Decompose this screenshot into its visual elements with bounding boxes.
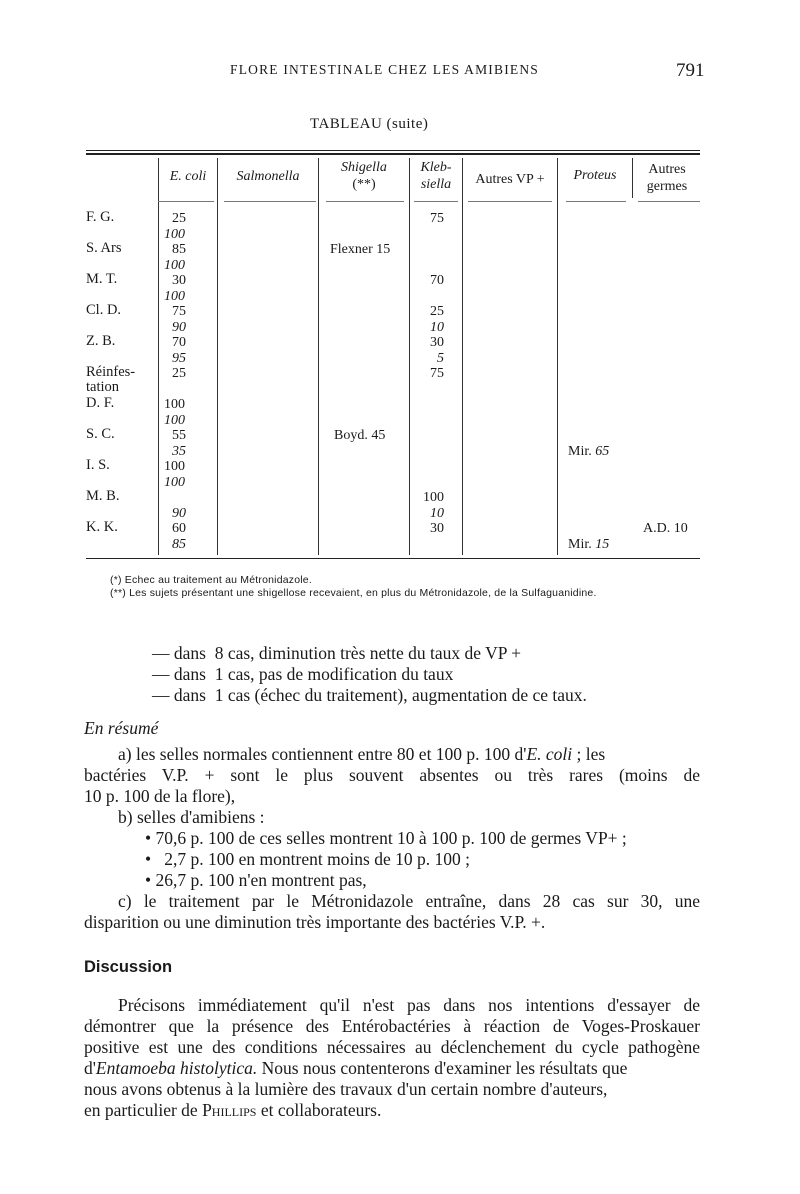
discussion-line [84, 1100, 381, 1121]
text-run: a) les selles normales contiennent entre 80 et 100 p. 100 d' [118, 744, 527, 764]
cell-proteus [568, 444, 609, 460]
cell-ecoli: 70 [172, 335, 186, 350]
header-shigella: Shigella [341, 160, 387, 175]
header-klebsiella-1: Kleb- [420, 160, 452, 175]
footnote: (*) Echec au traitement au Métronidazole. [110, 574, 312, 586]
table-top-rule-bold [86, 153, 700, 155]
resume-c-line: disparition ou une diminution très importante des bactéries V.P. +. [84, 912, 546, 932]
resume-c-line: c) le traitement par le Métronidazole entraîne, dans 28 cas sur 30, une [118, 891, 700, 911]
discussion-line: nous avons obtenus à la lumière des travaux d'un certain nombre d'auteurs, [84, 1079, 608, 1099]
cell-ecoli: 30 [172, 273, 186, 288]
cell-klebsiella: 10 [430, 506, 444, 521]
cell-ecoli: 100 [164, 258, 185, 273]
header-proteus: Proteus [573, 168, 617, 183]
column-divider [217, 158, 218, 555]
cell-klebsiella: 75 [430, 211, 444, 226]
header-ecoli: E. coli [169, 169, 207, 184]
header-underline [158, 201, 214, 202]
text-run: Nous nous contenterons d'examiner les résultats que [257, 1058, 628, 1078]
cell-shigella: Flexner 15 [330, 242, 391, 257]
cell-ecoli: 60 [172, 521, 186, 536]
resume-heading: En résumé [84, 718, 159, 738]
cell-klebsiella: 70 [430, 273, 444, 288]
text-run: en particulier de [84, 1100, 203, 1120]
cell-klebsiella: 30 [430, 521, 444, 536]
cell-ecoli: 100 [164, 413, 185, 428]
cell-ecoli: 100 [164, 459, 185, 474]
column-divider [632, 158, 633, 198]
text-run: ; les [572, 744, 606, 764]
cell-ecoli: 100 [164, 289, 185, 304]
cell-klebsiella: 10 [430, 320, 444, 335]
cell-proteus-value: 65 [595, 444, 610, 459]
cell-ecoli: 100 [164, 397, 185, 412]
cell-ecoli: 100 [164, 475, 185, 490]
header-underline [326, 201, 404, 202]
table-title: TABLEAU (suite) [310, 116, 429, 132]
resume-b-line: b) selles d'amibiens : [118, 807, 265, 827]
cell-proteus-value: 15 [595, 537, 610, 552]
row-label: K. K. [86, 519, 118, 535]
cell-proteus-species: Mir. [568, 537, 596, 552]
column-divider [409, 158, 410, 555]
resume-a-line: 10 p. 100 de la flore), [84, 786, 236, 806]
cell-klebsiella: 100 [423, 490, 444, 505]
header-autres-germes-1: Autres [648, 162, 686, 177]
row-label: F. G. [86, 209, 115, 225]
cell-ecoli: 90 [172, 506, 186, 521]
list-item: — dans 1 cas, pas de modification du taux [152, 664, 454, 684]
resume-a-line: bactéries V.P. + sont le plus souvent absentes ou très rares (moins de [84, 765, 700, 785]
author-name: Phillips [202, 1100, 257, 1120]
header-autres-vp: Autres VP + [475, 172, 545, 187]
bullet-item: • 2,7 p. 100 en montrent moins de 10 p. 100 ; [145, 849, 470, 869]
row-label: I. S. [86, 457, 110, 473]
column-divider [462, 158, 463, 555]
table-bottom-rule [86, 558, 700, 559]
running-head: FLORE INTESTINALE CHEZ LES AMIBIENS [230, 62, 539, 77]
discussion-line [84, 1058, 627, 1079]
cell-ecoli: 90 [172, 320, 186, 335]
header-autres-germes-2: germes [646, 179, 688, 194]
cell-klebsiella: 75 [430, 366, 444, 381]
header-klebsiella-2: siella [420, 177, 452, 192]
cell-autres-germes: A.D. 10 [643, 521, 688, 536]
resume-a-line [118, 744, 605, 765]
cell-klebsiella: 30 [430, 335, 444, 350]
cell-ecoli: 55 [172, 428, 186, 443]
row-label: Réinfes- [86, 364, 136, 380]
table-top-rule [86, 150, 700, 151]
row-label: M. B. [86, 488, 120, 504]
column-divider [318, 158, 319, 555]
list-item: — dans 8 cas, diminution très nette du taux de VP + [152, 643, 522, 663]
cell-ecoli: 25 [172, 211, 186, 226]
cell-shigella: Boyd. 45 [334, 428, 386, 443]
discussion-heading: Discussion [84, 958, 173, 976]
row-label: M. T. [86, 271, 118, 287]
cell-ecoli: 100 [164, 227, 185, 242]
discussion-line: positive est une des conditions nécessaires au déclenchement du cycle pathogène [84, 1037, 700, 1057]
cell-ecoli: 85 [172, 242, 186, 257]
text-run-italic: Entamoeba histolytica. [95, 1058, 258, 1078]
text-run-italic: E. coli [526, 744, 573, 764]
text-run: d' [84, 1058, 96, 1078]
discussion-line: Précisons immédiatement qu'il n'est pas dans nos intentions d'essayer de [118, 995, 700, 1015]
header-underline [638, 201, 700, 202]
list-item: — dans 1 cas (échec du traitement), augmentation de ce taux. [152, 685, 587, 705]
cell-ecoli: 75 [172, 304, 186, 319]
page-number: 791 [676, 60, 705, 81]
cell-klebsiella: 5 [437, 351, 444, 366]
cell-ecoli: 35 [172, 444, 186, 459]
bullet-item: • 26,7 p. 100 n'en montrent pas, [145, 870, 367, 890]
header-underline [414, 201, 458, 202]
bullet-item: • 70,6 p. 100 de ces selles montrent 10 à 100 p. 100 de germes VP+ ; [145, 828, 627, 848]
header-underline [566, 201, 626, 202]
cell-ecoli: 25 [172, 366, 186, 381]
row-label: tation [86, 379, 120, 395]
cell-ecoli: 95 [172, 351, 186, 366]
row-label: S. Ars [86, 240, 122, 256]
header-underline [468, 201, 552, 202]
discussion-line: démontrer que la présence des Entérobactéries à réaction de Voges-Proskauer [84, 1016, 700, 1036]
header-shigella-note: (**) [352, 177, 376, 192]
text-run: et collaborateurs. [256, 1100, 382, 1120]
cell-ecoli: 85 [172, 537, 186, 552]
row-label: Cl. D. [86, 302, 122, 318]
header-salmonella: Salmonella [236, 169, 300, 184]
row-label: S. C. [86, 426, 115, 442]
column-divider [158, 158, 159, 555]
cell-proteus-species: Mir. [568, 444, 596, 459]
header-underline [224, 201, 316, 202]
row-label: Z. B. [86, 333, 116, 349]
cell-klebsiella: 25 [430, 304, 444, 319]
column-divider [557, 158, 558, 555]
row-label: D. F. [86, 395, 115, 411]
footnote: (**) Les sujets présentant une shigellose recevaient, en plus du Métronidazole, de la Sulfaguanidine. [110, 587, 597, 599]
cell-proteus [568, 537, 609, 553]
